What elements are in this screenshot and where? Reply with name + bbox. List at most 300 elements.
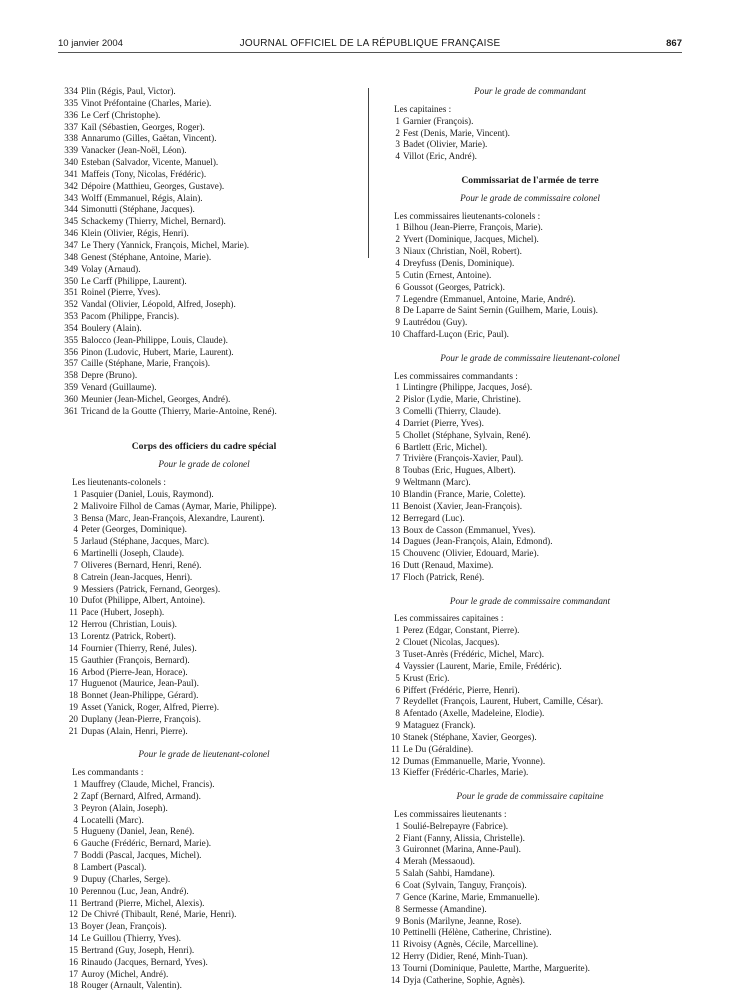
person-name: Volay (Arnaud).: [81, 263, 141, 274]
rank-number: 4: [73, 814, 78, 825]
list-item: [56, 524, 352, 536]
rank-number: 3: [395, 246, 400, 257]
rank-number: 12: [390, 951, 400, 962]
list-item: [56, 957, 352, 969]
list-item: [378, 708, 682, 720]
list-item: [56, 803, 352, 815]
rank-number: 4: [395, 417, 400, 428]
group-label: Les commissaires lieutenants :: [394, 808, 507, 819]
spacer: [378, 584, 682, 596]
list-item: [378, 139, 682, 151]
list-item: [56, 584, 352, 596]
rank-number: 7: [73, 559, 78, 570]
list-item: [56, 347, 352, 359]
person-name: Legendre (Emmanuel, Antoine, Marie, André).: [403, 293, 576, 304]
rank-number: 6: [395, 441, 400, 452]
list-item: [56, 791, 352, 803]
list-item: [56, 335, 352, 347]
group-label: Les commandants :: [72, 767, 144, 778]
list-item: [378, 465, 682, 477]
list-item: [378, 501, 682, 513]
person-name: Goussot (Georges, Patrick).: [403, 281, 505, 292]
person-name: Peter (Georges, Dominique).: [81, 524, 187, 535]
list-item: [56, 193, 352, 205]
right-column: [378, 86, 682, 987]
list-item: [378, 548, 682, 560]
person-name: Rivoisy (Agnès, Cécile, Marcelline).: [403, 939, 539, 950]
person-name: Peyron (Alain, Joseph).: [81, 802, 168, 813]
rank-number: 8: [395, 305, 400, 316]
list-item: [56, 133, 352, 145]
person-name: Stanek (Stéphane, Xavier, Georges).: [403, 731, 537, 742]
list-item: [378, 151, 682, 163]
list-item: [56, 607, 352, 619]
rank-number: 17: [390, 571, 400, 582]
person-name: Gauche (Frédéric, Bernard, Marie).: [81, 838, 212, 849]
rank-number: 12: [68, 619, 78, 630]
rank-number: 8: [395, 903, 400, 914]
list-item: [378, 821, 682, 833]
rank-number: 17: [68, 968, 78, 979]
list-item: [378, 720, 682, 732]
list-item: [378, 685, 682, 697]
list-item: [56, 489, 352, 501]
list-item: [56, 850, 352, 862]
spacer: [378, 779, 682, 791]
rank-number: 7: [395, 891, 400, 902]
list-item: [56, 122, 352, 134]
spacer: [56, 429, 352, 441]
rank-number: 15: [390, 548, 400, 559]
rank-number: 11: [391, 500, 400, 511]
rank-number: 9: [395, 720, 400, 731]
person-name: Genest (Stéphane, Antoine, Marie).: [81, 251, 212, 262]
person-name: Bertrand (Guy, Joseph, Henri).: [81, 944, 195, 955]
rank-number: 346: [64, 228, 78, 239]
list-item: [378, 525, 682, 537]
person-name: Arbod (Pierre-Jean, Horace).: [81, 666, 188, 677]
person-name: Dépoire (Matthieu, Georges, Gustave).: [81, 180, 225, 191]
list-item: [56, 898, 352, 910]
person-name: Duplany (Jean-Pierre, François).: [81, 713, 201, 724]
person-name: Auroy (Michel, André).: [81, 968, 169, 979]
person-name: Tuset-Anrès (Frédéric, Michel, Marc).: [403, 648, 545, 659]
list-item: [56, 678, 352, 690]
rank-number: 7: [395, 453, 400, 464]
list-item: [378, 625, 682, 637]
person-name: Toubas (Eric, Hugues, Albert).: [403, 465, 516, 476]
group-label: Les commissaires lieutenants-colonels :: [394, 210, 541, 221]
list-item: [56, 513, 352, 525]
person-name: Villot (Eric, André).: [403, 151, 477, 162]
list-item: [56, 921, 352, 933]
group-label: Les commissaires commandants :: [394, 370, 518, 381]
list-item: [378, 637, 682, 649]
person-name: Bensa (Marc, Jean-François, Alexandre, Laurent).: [81, 512, 265, 523]
list-item: [378, 916, 682, 928]
rank-number: 7: [395, 696, 400, 707]
list-item: [56, 228, 352, 240]
list-item: [378, 661, 682, 673]
person-name: Bilhou (Jean-Pierre, François, Marie).: [403, 222, 543, 233]
list-item: [56, 110, 352, 122]
person-name: Schackemy (Thierry, Michel, Bernard).: [81, 216, 226, 227]
list-item: [56, 690, 352, 702]
list-item: [378, 844, 682, 856]
list-item: [56, 536, 352, 548]
grade-subheading: Pour le grade de lieutenant-colonel: [138, 749, 270, 760]
person-name: Rouger (Arnault, Valentin).: [81, 980, 182, 991]
rank-number: 8: [395, 708, 400, 719]
rank-number: 342: [64, 180, 78, 191]
rank-number: 16: [390, 560, 400, 571]
list-item: [56, 643, 352, 655]
rank-number: 5: [395, 429, 400, 440]
rank-number: 18: [68, 980, 78, 991]
rank-number: 343: [64, 192, 78, 203]
person-name: Klein (Olivier, Régis, Henri).: [81, 228, 189, 239]
person-name: Messiers (Patrick, Fernand, Georges).: [81, 583, 221, 594]
person-name: Le Du (Géraldine).: [403, 743, 474, 754]
person-name: Balocco (Jean-Philippe, Louis, Claude).: [81, 334, 228, 345]
list-item: [56, 358, 352, 370]
list-item: [378, 317, 682, 329]
rank-number: 14: [68, 642, 78, 653]
rank-number: 15: [68, 944, 78, 955]
list-item: [56, 157, 352, 169]
list-item: [378, 234, 682, 246]
list-item: [56, 323, 352, 335]
rank-number: 334: [64, 86, 78, 96]
person-name: Chaffard-Luçon (Eric, Paul).: [403, 329, 509, 340]
person-name: Pace (Hubert, Joseph).: [81, 607, 165, 618]
list-item: [378, 258, 682, 270]
person-name: Perez (Edgar, Constant, Pierre).: [403, 625, 520, 636]
list-item: [378, 222, 682, 234]
person-name: Gauthier (François, Bernard).: [81, 654, 190, 665]
person-name: Wolff (Emmanuel, Régis, Alain).: [81, 192, 203, 203]
rank-number: 20: [68, 713, 78, 724]
person-name: Vinot Préfontaine (Charles, Marie).: [81, 97, 212, 108]
column-divider: [368, 88, 369, 258]
person-name: Piffert (Frédéric, Pierre, Henri).: [403, 684, 520, 695]
list-item: [56, 726, 352, 738]
spacer: [378, 163, 682, 175]
rank-number: 15: [68, 654, 78, 665]
rank-number: 11: [391, 743, 400, 754]
list-item: [56, 181, 352, 193]
person-name: Bertrand (Pierre, Michel, Alexis).: [81, 897, 205, 908]
list-item: [378, 513, 682, 525]
person-name: Niaux (Christian, Noël, Robert).: [403, 246, 522, 257]
list-item: [378, 975, 682, 987]
list-item: [56, 572, 352, 584]
person-name: Maffeis (Tony, Nicolas, Frédéric).: [81, 168, 207, 179]
list-item: [56, 886, 352, 898]
list-item: [378, 560, 682, 572]
list-item: [56, 299, 352, 311]
person-name: Locatelli (Marc).: [81, 814, 144, 825]
person-name: Lambert (Pascal).: [81, 862, 147, 872]
grade-subheading: Pour le grade de colonel: [158, 459, 250, 470]
list-item: [56, 702, 352, 714]
person-name: Soulié-Belrepayre (Fabrice).: [403, 820, 509, 831]
list-item: [56, 394, 352, 406]
person-name: Catrein (Jean-Jacques, Henri).: [81, 571, 193, 582]
list-item: [378, 430, 682, 442]
list-item: [378, 116, 682, 128]
list-item: [56, 145, 352, 157]
person-name: Venard (Guillaume).: [81, 382, 157, 393]
rank-number: 10: [390, 731, 400, 742]
list-item: [56, 862, 352, 874]
person-name: Plin (Régis, Paul, Victor).: [81, 86, 176, 96]
list-item: [56, 311, 352, 323]
person-name: Rinaudo (Jacques, Bernard, Yves).: [81, 956, 208, 967]
list-item: [378, 868, 682, 880]
list-item: [56, 779, 352, 791]
person-name: Badet (Olivier, Marie).: [403, 139, 488, 150]
list-item: [56, 216, 352, 228]
rank-number: 11: [391, 939, 400, 950]
person-name: Pacom (Philippe, Francis).: [81, 311, 179, 322]
page-header: [58, 38, 682, 53]
list-item: [378, 382, 682, 394]
rank-number: 2: [395, 394, 400, 405]
header-title: JOURNAL OFFICIEL DE LA RÉPUBLIQUE FRANÇAISE: [239, 38, 501, 49]
person-name: Boux de Casson (Emmanuel, Yves).: [403, 524, 536, 535]
rank-number: 354: [64, 322, 78, 333]
list-item: [378, 649, 682, 661]
rank-number: 9: [73, 583, 78, 594]
person-name: Vanacker (Jean-Noël, Léon).: [81, 145, 187, 156]
rank-number: 9: [395, 915, 400, 926]
person-name: Blandin (France, Marie, Colette).: [403, 489, 526, 499]
rank-number: 347: [64, 239, 78, 250]
rank-number: 10: [68, 595, 78, 606]
list-item: [56, 714, 352, 726]
person-name: Zapf (Bernard, Alfred, Armand).: [81, 790, 201, 801]
list-item: [56, 287, 352, 299]
rank-number: 5: [395, 868, 400, 879]
person-name: Floch (Patrick, René).: [403, 571, 485, 582]
rank-number: 14: [68, 933, 78, 944]
person-name: Esteban (Salvador, Vicente, Manuel).: [81, 157, 219, 168]
rank-number: 13: [68, 921, 78, 932]
list-item: [378, 305, 682, 317]
list-item: [56, 595, 352, 607]
person-name: Chollet (Stéphane, Sylvain, René).: [403, 429, 531, 440]
person-name: Annarumo (Gilles, Gaëtan, Vincent).: [81, 133, 217, 144]
person-name: Berregard (Luc).: [403, 512, 465, 523]
person-name: Fiant (Fanny, Alissia, Christelle).: [403, 832, 525, 843]
list-item: [56, 945, 352, 957]
rank-number: 1: [395, 382, 400, 393]
person-name: Cutin (Ernest, Antoine).: [403, 269, 492, 280]
person-name: Darriet (Pierre, Yves).: [403, 417, 484, 428]
person-name: Coat (Sylvain, Tanguy, François).: [403, 880, 527, 890]
rank-number: 5: [73, 826, 78, 837]
person-name: Bonis (Marilyne, Jeanne, Rose).: [403, 915, 522, 926]
rank-number: 9: [395, 477, 400, 488]
list-item: [56, 815, 352, 827]
grade-subheading: Pour le grade de commissaire commandant: [449, 595, 611, 606]
person-name: Pasquier (Daniel, Louis, Raymond).: [81, 488, 214, 499]
person-name: Meunier (Jean-Michel, Georges, André).: [81, 393, 231, 404]
person-name: Caille (Stéphane, Marie, François).: [81, 358, 211, 369]
list-item: [56, 619, 352, 631]
list-item: [56, 838, 352, 850]
person-name: Vayssier (Laurent, Marie, Emile, Frédéric).: [403, 660, 562, 671]
rank-number: 19: [68, 702, 78, 713]
list-item: [378, 880, 682, 892]
rank-number: 10: [390, 927, 400, 938]
person-name: Vandal (Olivier, Léopold, Alfred, Joseph).: [81, 299, 236, 310]
list-item: [56, 169, 352, 181]
spacer: [378, 341, 682, 353]
rank-number: 336: [64, 109, 78, 120]
rank-number: 338: [64, 133, 78, 144]
person-name: Yvert (Dominique, Jacques, Michel).: [403, 234, 539, 245]
rank-number: 4: [395, 257, 400, 268]
person-name: Bonnet (Jean-Philippe, Gérard).: [81, 690, 199, 701]
list-item: [378, 282, 682, 294]
list-item: [56, 382, 352, 394]
rank-number: 5: [395, 269, 400, 280]
group-label: Les commissaires capitaines :: [394, 613, 504, 624]
rank-number: 6: [395, 880, 400, 890]
list-item: [378, 756, 682, 768]
person-name: Comelli (Thierry, Claude).: [403, 406, 501, 417]
list-item: [378, 951, 682, 963]
list-item: [378, 927, 682, 939]
person-name: Asset (Yanick, Roger, Alfred, Pierre).: [81, 702, 220, 713]
group-label: Les lieutenants-colonels :: [72, 477, 166, 487]
rank-number: 4: [395, 856, 400, 867]
rank-number: 3: [73, 512, 78, 523]
person-name: Herry (Didier, René, Minh-Tuan).: [403, 951, 528, 962]
rank-number: 351: [64, 287, 78, 298]
rank-number: 3: [395, 844, 400, 855]
rank-number: 8: [395, 465, 400, 476]
list-item: [56, 655, 352, 667]
list-item: [378, 939, 682, 951]
rank-number: 4: [395, 660, 400, 671]
rank-number: 6: [73, 838, 78, 849]
person-name: Bartlett (Eric, Michel).: [403, 441, 488, 452]
rank-number: 11: [69, 607, 78, 618]
grade-subheading: Pour le grade de commissaire capitaine: [456, 791, 604, 802]
rank-number: 9: [73, 873, 78, 884]
rank-number: 6: [395, 281, 400, 292]
person-name: Chouvenc (Olivier, Edouard, Marie).: [403, 548, 539, 559]
list-item: [378, 572, 682, 584]
rank-number: 345: [64, 216, 78, 227]
person-name: Lorentz (Patrick, Robert).: [81, 630, 176, 641]
rank-number: 6: [395, 684, 400, 695]
rank-number: 3: [395, 139, 400, 150]
person-name: Perennou (Luc, Jean, André).: [81, 885, 189, 896]
person-name: Pislor (Lydie, Marie, Christine).: [403, 394, 521, 405]
rank-number: 2: [395, 637, 400, 648]
rank-number: 12: [390, 755, 400, 766]
person-name: Dyja (Catherine, Sophie, Agnès).: [403, 974, 525, 985]
spacer: [56, 418, 352, 430]
rank-number: 350: [64, 275, 78, 286]
person-name: Weltmann (Marc).: [403, 477, 471, 488]
list-item: [56, 631, 352, 643]
spacer: [56, 738, 352, 750]
person-name: Clouet (Nicolas, Jacques).: [403, 637, 500, 648]
person-name: Depre (Bruno).: [81, 370, 138, 381]
list-item: [378, 963, 682, 975]
list-item: [56, 980, 352, 992]
person-name: Dreyfuss (Denis, Dominique).: [403, 257, 515, 268]
rank-number: 348: [64, 251, 78, 262]
left-column: [56, 86, 352, 992]
section-heading: Corps des officiers du cadre spécial: [131, 441, 277, 453]
list-item: [56, 370, 352, 382]
list-item: [378, 696, 682, 708]
rank-number: 18: [68, 690, 78, 701]
list-item: [378, 536, 682, 548]
list-item: [378, 442, 682, 454]
rank-number: 1: [395, 115, 400, 126]
list-item: [378, 406, 682, 418]
person-name: Trivière (François-Xavier, Paul).: [403, 453, 524, 464]
rank-number: 337: [64, 121, 78, 132]
person-name: Dufot (Philippe, Albert, Antoine).: [81, 595, 206, 606]
person-name: Salah (Sahbi, Hamdane).: [403, 868, 495, 879]
rank-number: 2: [73, 500, 78, 511]
person-name: Dutt (Renaud, Maxime).: [403, 560, 494, 571]
person-name: Guironnet (Marina, Anne-Paul).: [403, 844, 521, 855]
person-name: Tricand de la Goutte (Thierry, Marie-Antoine, René).: [81, 405, 277, 416]
rank-number: 10: [390, 329, 400, 340]
list-item: [56, 548, 352, 560]
person-name: Fest (Denis, Marie, Vincent).: [403, 127, 510, 138]
group-label: Les capitaines :: [394, 103, 452, 114]
rank-number: 355: [64, 334, 78, 345]
rank-number: 357: [64, 358, 78, 369]
list-item: [378, 489, 682, 501]
person-name: Boddi (Pascal, Jacques, Michel).: [81, 850, 202, 861]
rank-number: 13: [390, 767, 400, 778]
rank-number: 1: [73, 488, 78, 499]
person-name: Benoist (Xavier, Jean-François).: [403, 500, 523, 511]
person-name: De Chivré (Thibault, René, Marie, Henri).: [81, 909, 237, 920]
rank-number: 2: [395, 127, 400, 138]
list-item: [378, 477, 682, 489]
list-item: [56, 933, 352, 945]
person-name: Boulery (Alain).: [81, 322, 142, 333]
list-item: [56, 560, 352, 572]
person-name: Oliveres (Bernard, Henri, René).: [81, 559, 202, 570]
list-item: [378, 892, 682, 904]
list-item: [378, 732, 682, 744]
list-item: [378, 246, 682, 258]
person-name: Krust (Eric).: [403, 672, 450, 683]
list-item: [56, 86, 352, 98]
person-name: Sermesse (Amandine).: [403, 903, 487, 914]
rank-number: 1: [73, 779, 78, 790]
list-item: [56, 501, 352, 513]
rank-number: 358: [64, 370, 78, 381]
list-item: [56, 252, 352, 264]
rank-number: 14: [390, 536, 400, 547]
person-name: Boyer (Jean, François).: [81, 921, 167, 932]
person-name: Mataguez (Franck).: [403, 720, 476, 731]
